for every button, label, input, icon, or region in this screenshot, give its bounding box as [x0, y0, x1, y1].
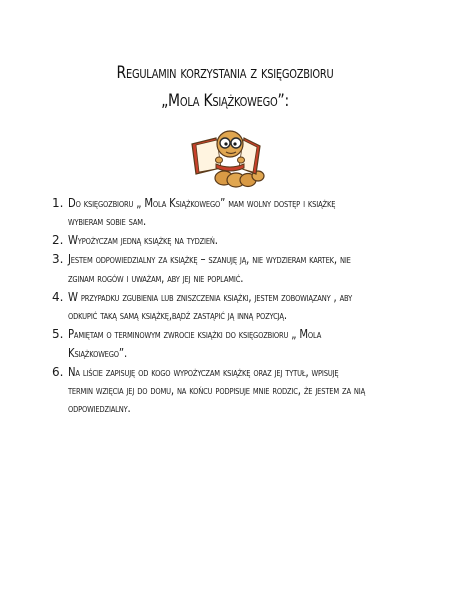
rule-text: Pamiętam o terminowym zwrocie książki do księgozbioru „ Mola Książkowego”. [68, 327, 322, 360]
bookworm-reading-icon [186, 124, 266, 190]
rules-list [52, 194, 422, 418]
rule-number: 4. [52, 289, 64, 304]
rule-item [52, 250, 422, 287]
rule-text: W przypadku zgubienia lub zniszczenia książki, jestem zobowiązany , aby odkupić taką samą książkę,bądź zastąpić ją inną pozycją. [68, 289, 353, 323]
rule-item [52, 325, 422, 362]
rule-number: 6. [52, 364, 64, 379]
title-line-1: Regulamin korzystania z księgozbioru [116, 63, 334, 83]
rule-item [52, 194, 422, 231]
rule-item [52, 363, 422, 418]
rule-text: Wypożyczam jedną książkę na tydzień. [68, 233, 218, 248]
rule-number: 2. [52, 233, 64, 248]
rule-text: Do księgozbioru „ Mola Książkowego” mam wolny dostęp i książkę wybieram sobie sam. [68, 196, 336, 229]
rule-item [52, 231, 422, 249]
rule-item [52, 288, 422, 325]
rule-number: 1. [52, 196, 64, 210]
rule-text: Jestem odpowiedzialny za książkę – szanuję ją, nie wydzieram kartek, nie zginam rogów i uważam, aby jej nie poplamić. [68, 252, 351, 285]
rule-number: 5. [52, 327, 64, 342]
rule-number: 3. [52, 252, 64, 267]
rule-text: Na liście zapisuję od kogo wypożyczam książkę oraz jej tytuł, wpisuję termin wzięcia jej do domu, na końcu podpisuje mnie rodzic, że jestem za nią odpowiedzialny. [68, 364, 366, 416]
title-line-2: „Mola Książkowego”: [161, 91, 289, 111]
